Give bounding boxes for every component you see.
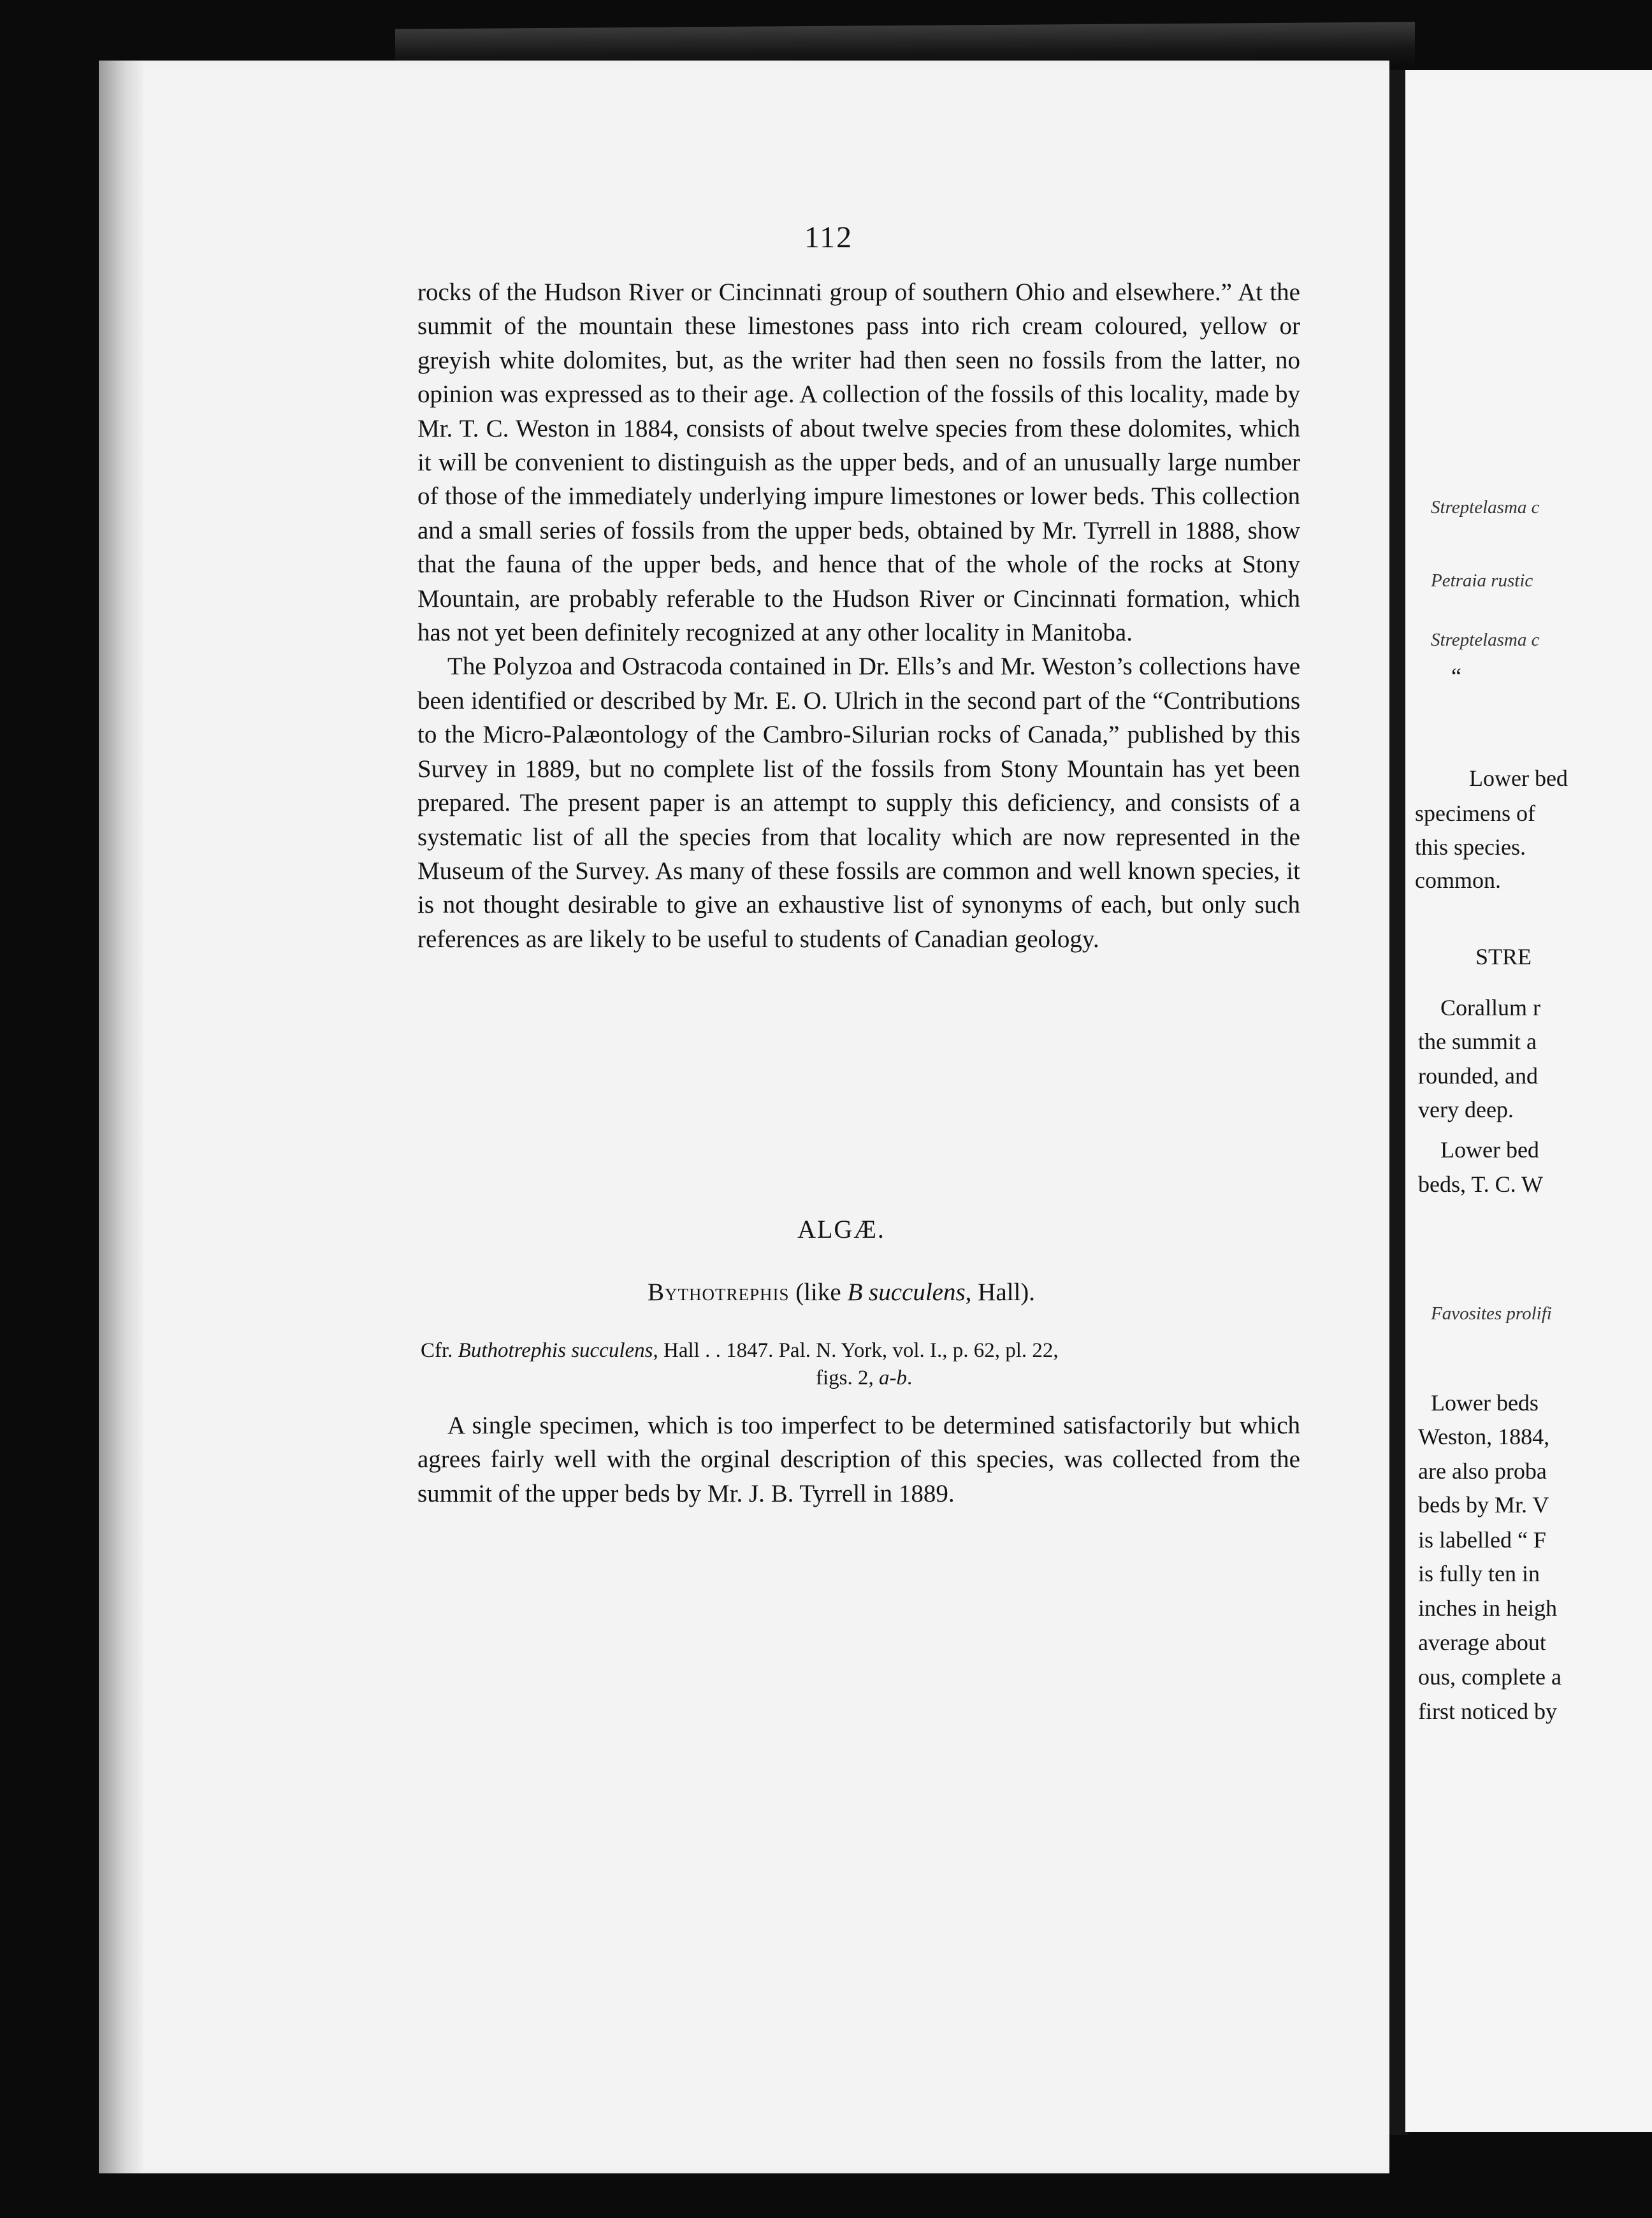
species-name: Bythotrephis	[647, 1279, 790, 1306]
right-page-line: the summit a	[1418, 1029, 1537, 1054]
left-page-edge	[99, 61, 143, 2173]
right-page-line: are also proba	[1418, 1458, 1547, 1484]
right-page-line: average about	[1418, 1630, 1546, 1655]
citation-cont-italic: a-b	[879, 1366, 907, 1389]
right-page-line: specimens of	[1415, 801, 1535, 826]
citation-italic: Buthotrephis succulens	[458, 1339, 653, 1362]
paragraph-polyzoa: The Polyzoa and Ostracoda contained in Dr. Ells’s and Mr. Weston’s collections have been identified or described by Mr. E. O. Ulrich in the second part of the “Contributions to the Micro-Palæontology of the Cambro-Silurian rocks of Canada,” published by this Survey in 1889, but no complete list of the fossils from Stony Mountain has yet been prepared. The present paper is an attempt to supply this deficiency, and consists of a systematic list of all the species from that locality which are now represented in the Museum of the Survey. As many of these fossils are common and well known species, it is not thought desirable to give an exhaustive list of synonyms of each, but only such references as are likely to be useful to students of Canadian geology.	[417, 653, 1300, 953]
right-page-line: common.	[1415, 867, 1501, 893]
right-page-line: beds, T. C. W	[1418, 1171, 1543, 1197]
paragraph-intro-continued: rocks of the Hudson River or Cincinnati group of southern Ohio and elsewhere.” At the summit of the mountain these limestones pass into rich cream coloured, yellow or greyish white dolomites, but, as the writer had then seen no fossils from the latter, no opinion was expressed as to their age. A collection of the fossils of this locality, made by Mr. T. C. Weston in 1884, consists of about twelve species from these dolomites, which it will be convenient to distinguish as the upper beds, and of an unusually large number of those of the immediately underlying impure limestones or lower beds. This collection and a small series of fossils from the upper beds, obtained by Mr. Tyrrell in 1888, show that the fauna of the upper beds, and hence that of the whole of the rocks at Stony Mountain, are probably referable to the Hudson River or Cincinnati formation, which has not yet been definitely recognized at any other locality in Manitoba.	[417, 279, 1300, 647]
right-page-line: STRE	[1475, 944, 1532, 969]
right-page-line: ous, complete a	[1418, 1664, 1561, 1690]
citation-pre: Cfr.	[421, 1339, 458, 1362]
right-page-line: Lower bed	[1469, 765, 1568, 791]
right-page-line: first noticed by	[1418, 1699, 1557, 1724]
section-heading-algae: ALGÆ.	[797, 1215, 885, 1243]
right-page-line: Streptelasma c	[1431, 497, 1540, 518]
species-note-italic: B succulens	[847, 1279, 966, 1306]
right-page-line: Lower beds	[1431, 1390, 1539, 1416]
citation	[421, 1337, 1300, 1392]
right-page-line: is labelled “ F	[1418, 1527, 1546, 1553]
citation-cont-pre: figs. 2,	[816, 1366, 879, 1389]
right-page-line: beds by Mr. V	[1418, 1492, 1549, 1518]
citation-mid: , Hall . . 1847. Pal. N. York, vol. I., p. 62, pl. 22,	[653, 1339, 1059, 1362]
right-page-line: Lower bed	[1440, 1137, 1539, 1163]
right-page-line: Favosites prolifi	[1431, 1303, 1552, 1324]
species-note-pre: (like	[789, 1279, 848, 1306]
right-page-line: Petraia rustic	[1431, 570, 1533, 591]
citation-cont-post: .	[907, 1366, 913, 1389]
citation-continuation	[421, 1365, 1300, 1392]
right-page-line: inches in heigh	[1418, 1595, 1557, 1621]
right-page-line: rounded, and	[1418, 1063, 1538, 1089]
right-page-line: Weston, 1884,	[1418, 1424, 1550, 1449]
right-page-line: is fully ten in	[1418, 1561, 1540, 1586]
right-page-line: Corallum r	[1440, 995, 1540, 1020]
page-number: 112	[804, 221, 853, 254]
body-text	[417, 275, 1300, 956]
paragraph-specimen: A single specimen, which is too imperfect to be determined satisfactorily but which agrees fairly well with the orginal description of this species, was collected from the summit of the upper beds by Mr. J. B. Tyrrell in 1889.	[417, 1412, 1300, 1507]
species-note-post: , Hall).	[965, 1279, 1036, 1306]
right-page-line: very deep.	[1418, 1097, 1514, 1122]
right-page-line: this species.	[1415, 834, 1526, 860]
right-page-line: Streptelasma c	[1431, 630, 1540, 650]
species-heading	[561, 1278, 1122, 1307]
right-page-line: “	[1451, 663, 1461, 689]
